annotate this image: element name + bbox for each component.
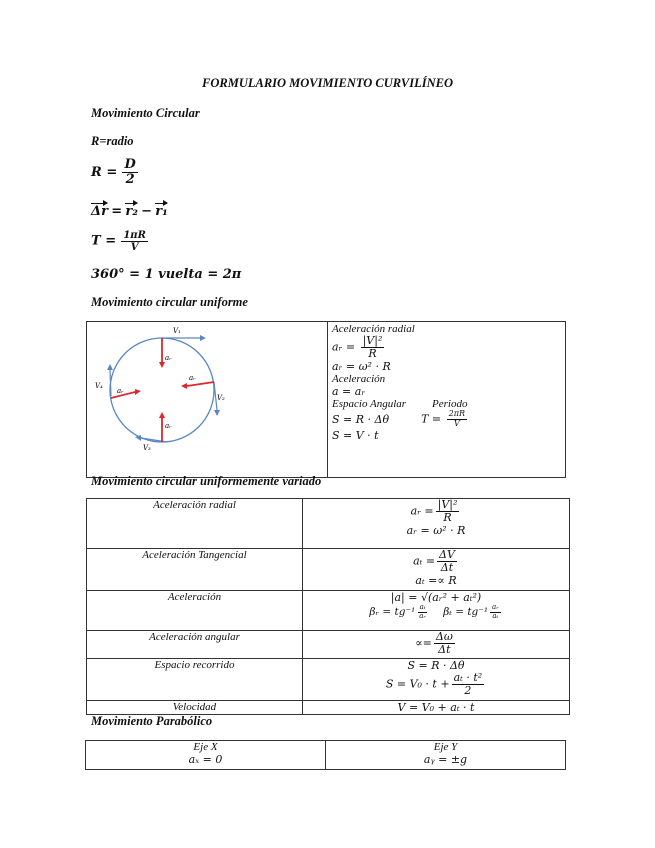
angular-period-formulas — [332, 410, 561, 429]
label-v3: V₃ — [143, 444, 151, 452]
formula-radius — [91, 158, 140, 188]
varied-label: Velocidad — [87, 701, 303, 715]
label-a-bottom: aᵣ — [165, 422, 172, 430]
uniform-radial-den: R — [368, 347, 377, 361]
axis-x-cell — [86, 741, 326, 770]
label-v2: V₂ — [217, 394, 225, 402]
label-a-top: aᵣ — [165, 354, 172, 362]
period-den: V — [130, 242, 139, 253]
varied-lhs: ∝= — [415, 636, 432, 650]
v2-head — [214, 410, 220, 416]
formula-period — [91, 230, 150, 253]
disp-lhs: Δr — [91, 204, 108, 219]
varied-table — [86, 498, 570, 715]
varied-num: Δω — [435, 630, 453, 643]
uniform-formulas-cell — [328, 322, 566, 478]
section-varied: Movimiento circular uniformemente variado — [91, 474, 322, 488]
period-label: Periodo — [432, 398, 468, 411]
uniform-radial-label: Aceleración radial — [332, 323, 415, 335]
radius-den: 2 — [125, 172, 135, 188]
space-formula: S = V · t — [332, 428, 379, 442]
varied-den: R — [443, 511, 452, 525]
uniform-period-den: V — [453, 418, 460, 428]
uniform-period-formula — [421, 410, 469, 429]
table-row — [87, 701, 570, 715]
angular-space-label: Espacio Angular — [332, 398, 407, 411]
section-circular: Movimiento Circular — [91, 106, 200, 120]
uniform-table — [86, 321, 566, 478]
uniform-radial-formula2: aᵣ = ω² · R — [332, 360, 391, 374]
uniform-accel-formula: a = aᵣ — [332, 385, 366, 399]
varied-lhs: aₜ = — [413, 554, 436, 568]
varied-label: Aceleración angular — [87, 631, 303, 659]
period-num: 1πR — [123, 230, 146, 241]
axis-y-label: Eje Y — [433, 741, 458, 753]
varied-formula-cell — [303, 549, 570, 591]
table-row — [87, 549, 570, 591]
varied-extra: aₜ =∝ R — [415, 574, 457, 588]
varied-formula-cell — [303, 591, 570, 631]
a-right — [187, 382, 214, 386]
angular-space-formula: S = R · Δθ — [332, 412, 390, 426]
axis-y-cell — [326, 741, 566, 770]
disp-minus: − — [141, 204, 153, 219]
turn-text: 360° = 1 vuelta = 2π — [91, 267, 242, 282]
table-row — [87, 591, 570, 631]
beta-t-num: aᵣ — [492, 603, 499, 611]
varied-formula-cell — [303, 631, 570, 659]
beta-r-den: aᵣ — [419, 611, 426, 620]
beta-r-lhs: βᵣ = tg⁻¹ — [369, 606, 416, 619]
a-bottom-head — [159, 412, 165, 418]
varied-num: aₜ · t² — [453, 671, 483, 684]
varied-label: Espacio recorrido — [87, 659, 303, 701]
varied-formula-cell — [303, 659, 570, 701]
varied-space-line: S = R · Δθ — [407, 659, 465, 672]
table-row — [87, 631, 570, 659]
radius-num: D — [124, 157, 136, 172]
varied-lhs2: S = V₀ · t + — [385, 677, 450, 691]
beta-t-lhs: βₜ = tg⁻¹ — [443, 606, 489, 619]
label-v4: V₄ — [95, 382, 103, 390]
radius-note: R=radio — [91, 134, 134, 148]
label-a-left: aᵣ — [117, 387, 124, 395]
varied-label: Aceleración radial — [87, 499, 303, 549]
varied-extra: aᵣ = ω² · R — [406, 524, 466, 538]
varied-formula-cell — [303, 499, 570, 549]
section-parabolic: Movimiento Parabólico — [91, 714, 213, 728]
a-top-head — [159, 362, 165, 368]
varied-den: Δt — [440, 561, 454, 575]
circle-figure-cell — [87, 322, 328, 478]
v1-head — [200, 335, 206, 341]
varied-num: ΔV — [439, 548, 455, 561]
disp-eq: = — [111, 204, 123, 219]
axis-x-formula: aₓ = 0 — [188, 753, 223, 766]
period-lhs: T = — [91, 233, 117, 249]
uniform-period-lhs: T = — [421, 412, 442, 426]
varied-den: Δt — [438, 643, 451, 657]
uniform-accel-label: Aceleración — [332, 373, 386, 386]
table-row — [87, 659, 570, 701]
table-row — [86, 741, 566, 770]
varied-label: Aceleración — [87, 591, 303, 631]
axis-x-label: Eje X — [193, 741, 218, 753]
varied-den: 2 — [464, 684, 472, 698]
uniform-period-num: 2πR — [448, 409, 466, 419]
disp-r1: r₁ — [155, 204, 168, 219]
axis-y-formula: aᵧ = ±g — [423, 753, 468, 766]
uniform-radial-formula — [332, 335, 561, 360]
varied-accel-line: |a| = √(aᵣ² + aₜ²) — [390, 591, 482, 604]
page-title: FORMULARIO MOVIMIENTO CURVILÍNEO — [202, 76, 453, 90]
disp-r2: r₂ — [125, 204, 138, 219]
label-a-right: aᵣ — [189, 374, 196, 382]
varied-velocity-formula: V = V₀ + aₜ · t — [303, 701, 570, 715]
circle-figure — [87, 322, 327, 472]
varied-lhs: aᵣ = — [410, 504, 434, 518]
varied-label: Aceleración Tangencial — [87, 549, 303, 591]
label-v1: V₁ — [173, 327, 181, 335]
parabolic-table — [85, 740, 566, 770]
v4-head — [107, 364, 113, 370]
beta-r-num: aₜ — [419, 603, 426, 611]
beta-t-den: aₜ — [492, 611, 499, 620]
section-uniform: Movimiento circular uniforme — [91, 295, 248, 309]
radius-lhs: R = — [91, 164, 118, 180]
a-right-head — [181, 383, 187, 389]
uniform-radial-lhs: aᵣ = — [332, 340, 356, 354]
a-left-head — [135, 389, 141, 395]
uniform-radial-num: |V|² — [362, 334, 383, 347]
formula-displacement — [91, 203, 168, 219]
angular-period-row — [332, 398, 561, 410]
table-row — [87, 499, 570, 549]
varied-num: |V|² — [437, 498, 458, 511]
formula-turn — [91, 266, 241, 282]
